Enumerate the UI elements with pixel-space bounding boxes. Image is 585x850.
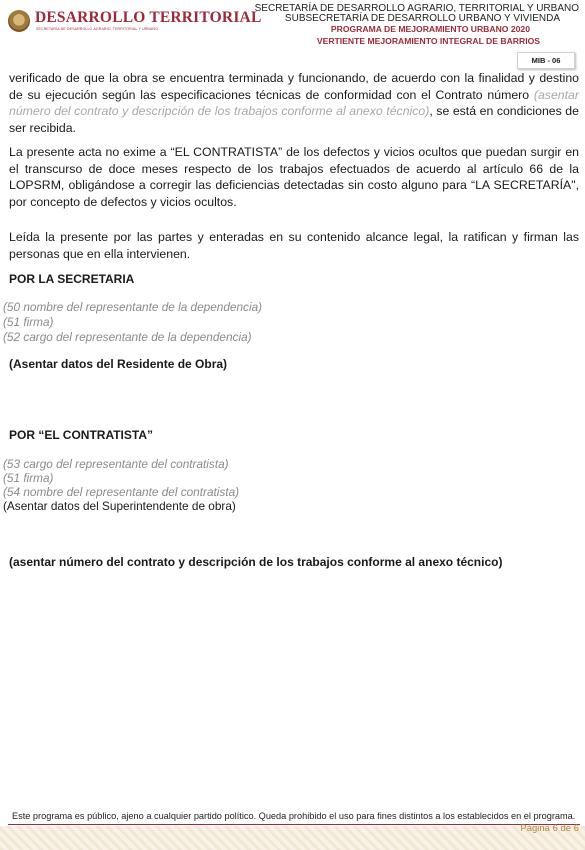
footer-pattern-band: [0, 826, 585, 850]
paragraph-verification-start: verificado de que la obra se encuentra terminada y funcionando, de acuerdo con la finalidad y destino de su ejecución según las especificaciones técnicas de conformidad con el Contrato número: [9, 71, 579, 102]
header-line-vertiente: VERTIENTE MEJORAMIENTO INTEGRAL DE BARRIOS: [316, 36, 540, 46]
secretaria-heading: POR LA SECRETARIA: [9, 272, 135, 286]
contract-placeholder: (asentar número del contrato y descripción de los trabajos conforme al anexo técnico): [9, 87, 579, 118]
seal-icon: [8, 10, 30, 32]
footer-disclaimer: Este programa es público, ajeno a cualquier partido político. Queda prohibido el uso para fines distintos a los establecidos en el programa.: [12, 811, 576, 821]
header-line-subministry: SUBSECRETARÍA DE DESARROLLO URBANO Y VIVIENDA: [284, 13, 560, 24]
page-number: Página 6 de 6: [520, 823, 579, 834]
logo: [8, 8, 262, 38]
header-line-ministry: SECRETARÍA DE DESARROLLO AGRARIO, TERRITORIAL Y URBANO: [254, 3, 579, 14]
contratista-signature-field: (51 firma): [3, 471, 54, 485]
contratista-name-field: (54 nombre del representante del contratista): [3, 485, 240, 499]
document-code-badge: MIB - 06: [517, 52, 575, 69]
logo-subtitle: SECRETARÍA DE DESARROLLO AGRARIO, TERRITORIAL Y URBANO: [36, 27, 158, 31]
logo-title: DESARROLLO TERRITORIAL: [35, 9, 262, 26]
secretaria-position-field: (52 cargo del representante de la dependencia): [3, 330, 252, 344]
secretaria-name-field: (50 nombre del representante de la dependencia): [3, 300, 263, 314]
superintendente-note: (Asentar datos del Superintendente de obra): [3, 499, 236, 513]
paragraph-defects: La presente acta no exime a “EL CONTRATISTA” de los defectos y vicios ocultos que puedan surgir en el transcurso de doce meses respecto de los trabajos efectuados de acuerdo al artículo 66 de la LOPSRM, obligándose a corregir las deficiencias detectadas sin costo alguno para “LA SECRETARÍA", por concepto de defectos y vicios ocultos.: [9, 145, 579, 209]
paragraph-verification-end: , se está en condiciones de ser recibida.: [9, 104, 579, 135]
footer-divider: [8, 824, 580, 825]
paragraph-verification: [9, 70, 579, 136]
secretaria-signature-field: (51 firma): [3, 315, 54, 329]
contratista-position-field: (53 cargo del representante del contratista): [3, 457, 229, 471]
contratista-heading: POR “EL CONTRATISTA”: [9, 428, 153, 442]
residente-note: (Asentar datos del Residente de Obra): [9, 357, 228, 371]
header-line-program: PROGRAMA DE MEJORAMIENTO URBANO 2020: [330, 24, 530, 34]
paragraph-ratification: Leída la presente por las partes y enteradas en su contenido alcance legal, la ratifican y firman las personas que en ella intervienen.: [9, 230, 579, 261]
contract-note: (asentar número del contrato y descripción de los trabajos conforme al anexo técnico): [9, 555, 503, 569]
